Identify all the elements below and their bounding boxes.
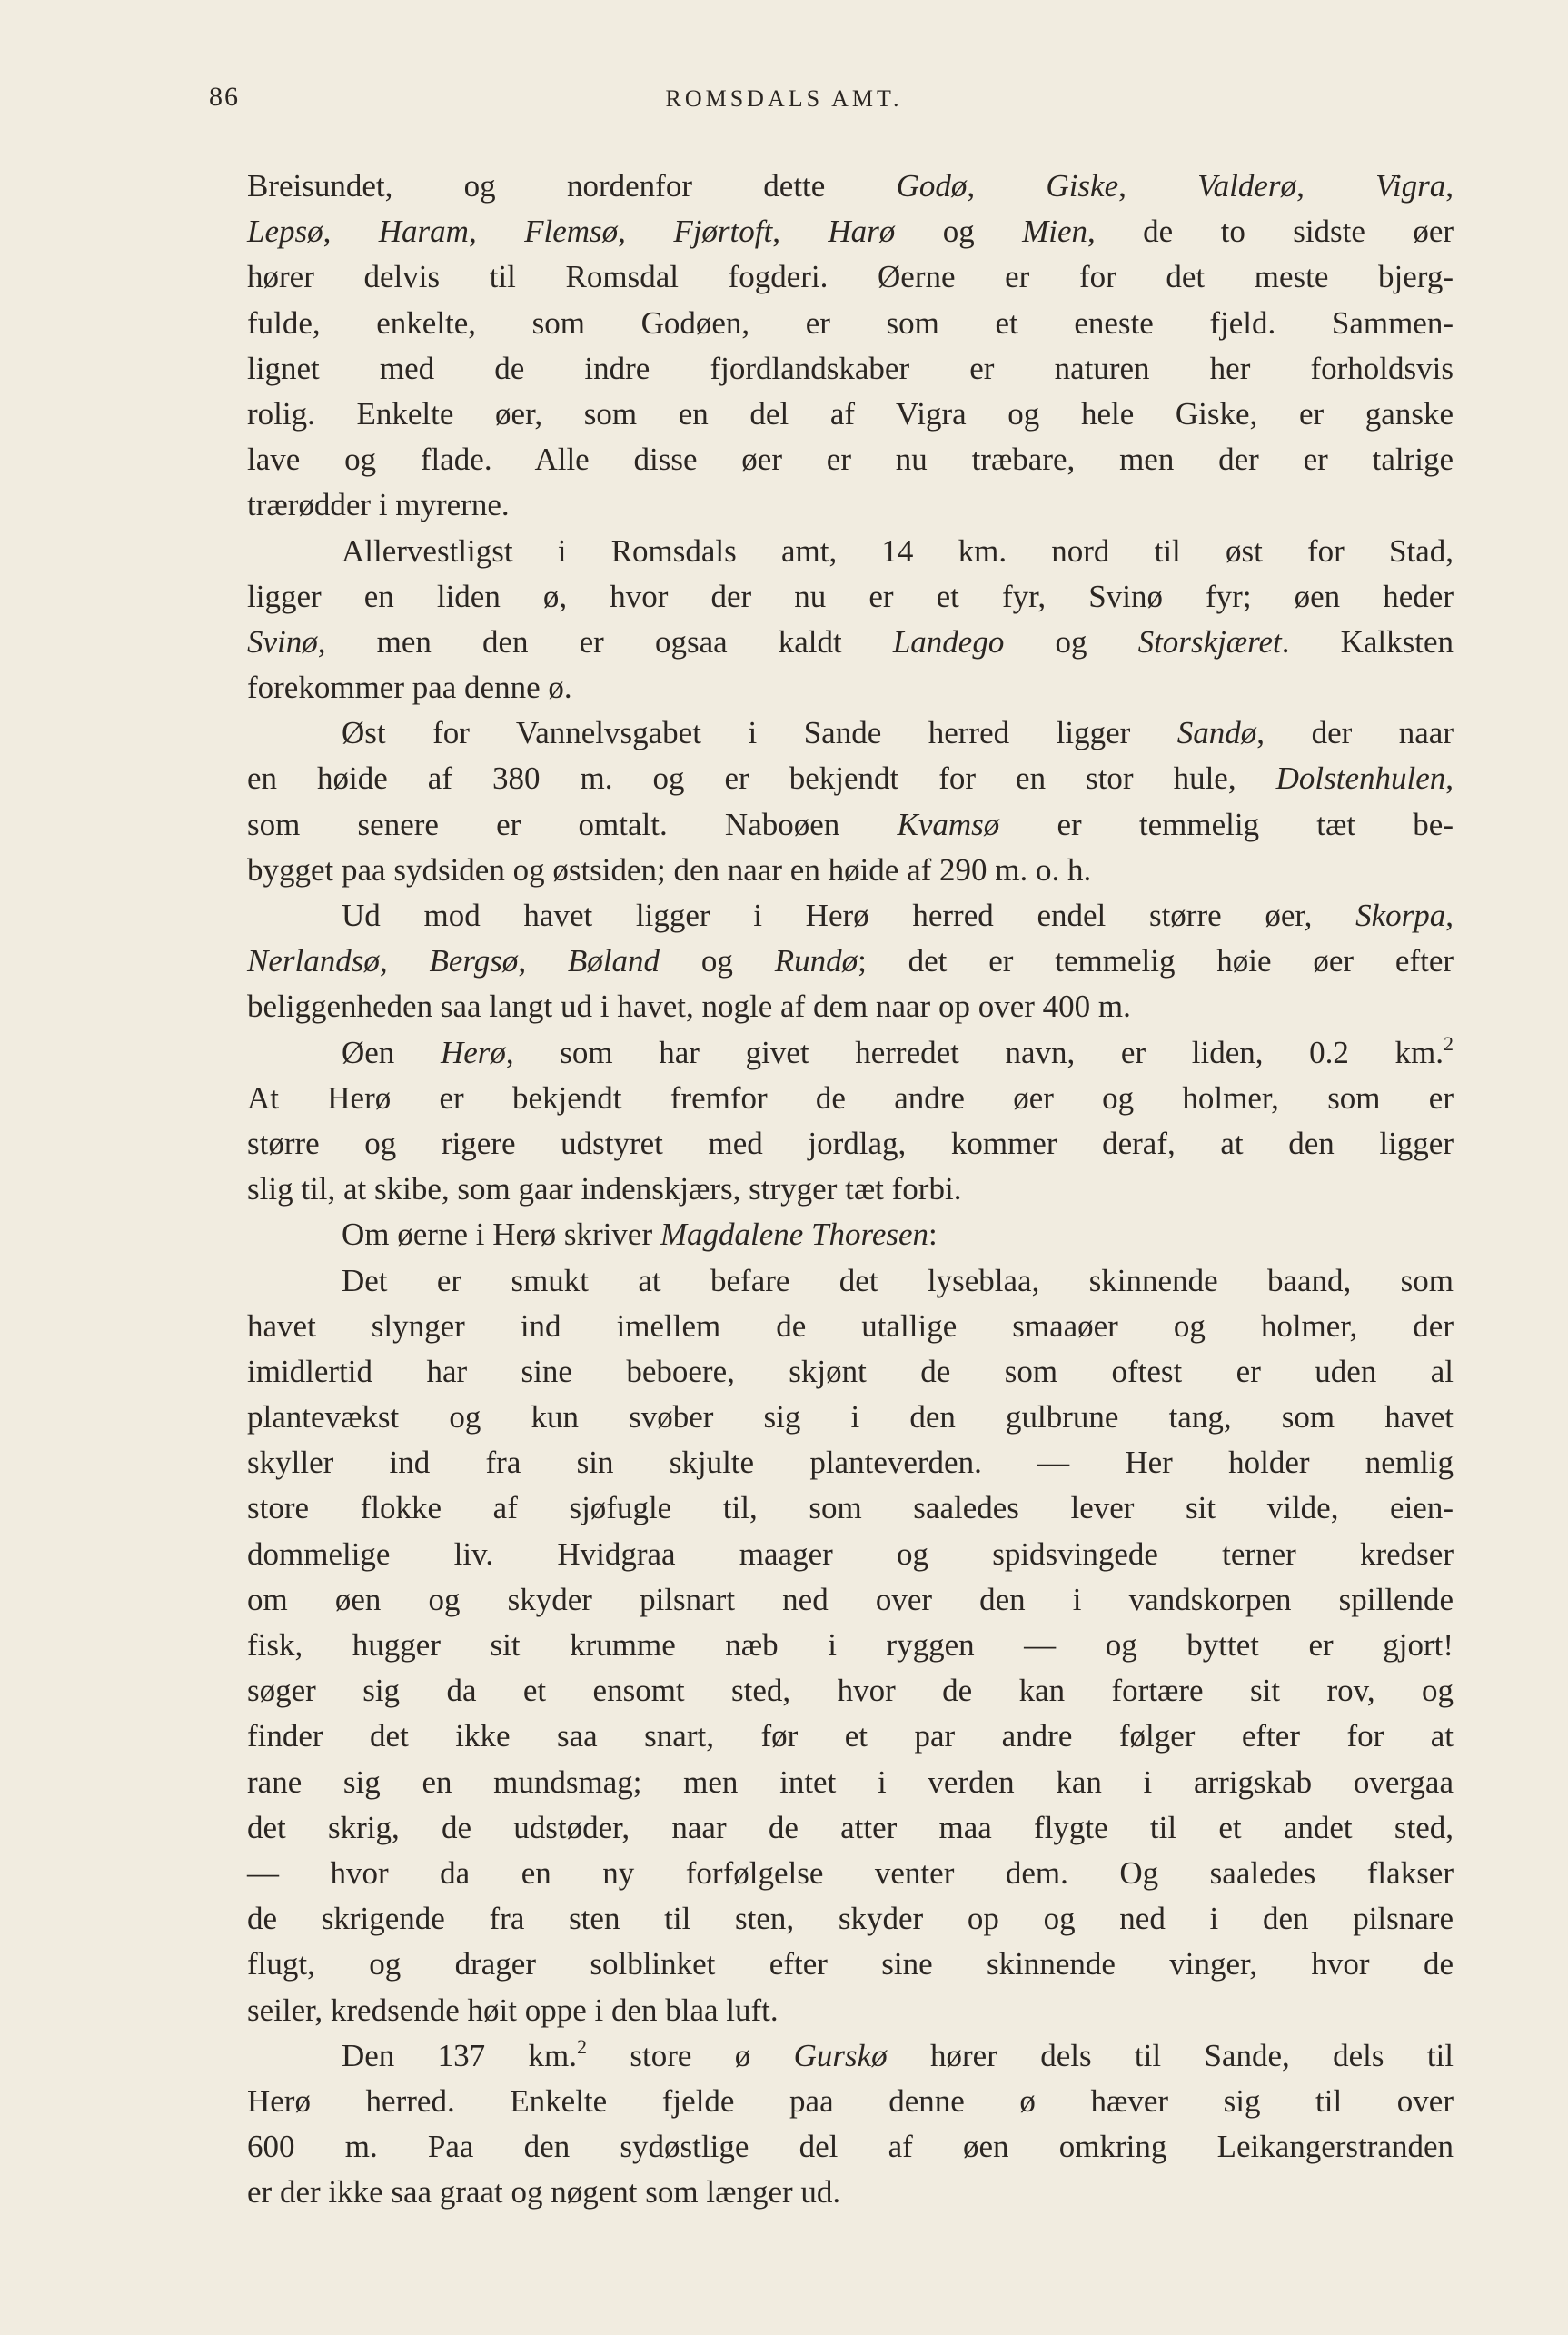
- text-line: Lepsø, Haram, Flemsø, Fjørtoft, Harø og Mien, de to sidste øer: [247, 214, 1454, 250]
- text-line: bygget paa sydsiden og østsiden; den naar en høide af 290 m. o. h.: [247, 851, 1092, 888]
- text-line: Breisundet, og nordenfor dette Godø, Giske, Valderø, Vigra,: [247, 168, 1454, 204]
- text-line: At Herø er bekjendt fremfor de andre øer og holmer, som er: [247, 1079, 1454, 1116]
- text-line: Om øerne i Herø skriver Magdalene Thoresen:: [342, 1217, 938, 1253]
- text-line: seiler, kredsende høit oppe i den blaa luft.: [247, 1992, 779, 2028]
- text-line: store flokke af sjøfugle til, som saaledes lever sit vilde, eien-: [247, 1490, 1454, 1526]
- text-line: større og rigere udstyret med jordlag, kommer deraf, at den ligger: [247, 1125, 1454, 1161]
- text-line: Ud mod havet ligger i Herø herred endel større øer, Skorpa,: [342, 898, 1454, 933]
- running-head: ROMSDALS AMT.: [665, 85, 903, 112]
- text-line: beliggenheden saa langt ud i havet, nogle af dem naar op over 400 m.: [247, 989, 1131, 1025]
- text-line: rolig. Enkelte øer, som en del af Vigra og hele Giske, er ganske: [247, 395, 1454, 432]
- page-number: 86: [209, 82, 240, 112]
- text-line: 600 m. Paa den sydøstlige del af øen omkring Leikangerstranden: [247, 2129, 1454, 2165]
- text-line: imidlertid har sine beboere, skjønt de som oftest er uden al: [247, 1353, 1454, 1389]
- text-line: Allervestligst i Romsdals amt, 14 km. nord til øst for Stad,: [342, 532, 1454, 569]
- text-line: havet slynger ind imellem de utallige smaaøer og holmer, der: [247, 1307, 1454, 1344]
- text-line: lignet med de indre fjordlandskaber er naturen her forholdsvis: [247, 350, 1454, 386]
- text-line: Øen Herø, som har givet herredet navn, er liden, 0.2 km.$^2$: [342, 1031, 1454, 1070]
- text-line: det skrig, de udstøder, naar de atter maa flygte til et andet sted,: [247, 1809, 1454, 1845]
- text-line: Svinø, men den er ogsaa kaldt Landego og Storskjæret. Kalksten: [247, 623, 1454, 660]
- text-line: slig til, at skibe, som gaar indenskjærs, stryger tæt forbi.: [247, 1171, 962, 1207]
- text-line: — hvor da en ny forfølgelse venter dem. Og saaledes flakser: [247, 1854, 1454, 1891]
- text-line: rane sig en mundsmag; men intet i verden kan i arrigskab overgaa: [247, 1764, 1454, 1800]
- text-line: søger sig da et ensomt sted, hvor de kan fortære sit rov, og: [247, 1673, 1454, 1709]
- text-line: om øen og skyder pilsnart ned over den i vandskorpen spillende: [247, 1581, 1454, 1617]
- text-line: dommelige liv. Hvidgraa maager og spidsvingede terner kredser: [247, 1535, 1454, 1572]
- text-line: ligger en liden ø, hvor der nu er et fyr, Svinø fyr; øen heder: [247, 578, 1454, 614]
- text-line: en høide af 380 m. og er bekjendt for en stor hule, Dolstenhulen,: [247, 760, 1454, 797]
- text-line: plantevækst og kun svøber sig i den gulbrune tang, som havet: [247, 1399, 1454, 1436]
- text-line: Herø herred. Enkelte fjelde paa denne ø hæver sig til over: [247, 2082, 1454, 2119]
- text-line: finder det ikke saa snart, før et par andre følger efter for at: [247, 1718, 1454, 1754]
- text-line: Øst for Vannelvsgabet i Sande herred ligger Sandø, der naar: [342, 715, 1454, 751]
- text-line: Det er smukt at befare det lyseblaa, skinnende baand, som: [342, 1262, 1454, 1298]
- text-line: fulde, enkelte, som Godøen, er som et eneste fjeld. Sammen-: [247, 304, 1454, 341]
- text-line: flugt, og drager solblinket efter sine skinnende vinger, hvor de: [247, 1946, 1454, 1982]
- text-line: fisk, hugger sit krumme næb i ryggen — og byttet er gjort!: [247, 1627, 1454, 1663]
- text-line: hører delvis til Romsdal fogderi. Øerne er for det meste bjerg-: [247, 259, 1454, 295]
- text-line: de skrigende fra sten til sten, skyder op og ned i den pilsnare: [247, 1901, 1454, 1937]
- text-line: som senere er omtalt. Naboøen Kvamsø er temmelig tæt be-: [247, 806, 1454, 842]
- text-line: er der ikke saa graat og nøgent som længer ud.: [247, 2174, 841, 2211]
- text-line: Den 137 km.$^2$ store ø Gurskø hører dels til Sande, dels til: [342, 2034, 1454, 2073]
- text-body: [247, 164, 1454, 2215]
- text-line: trærødder i myrerne.: [247, 487, 510, 523]
- text-line: forekommer paa denne ø.: [247, 670, 572, 706]
- text-line: skyller ind fra sin skjulte planteverden. — Her holder nemlig: [247, 1445, 1454, 1481]
- text-line: lave og flade. Alle disse øer er nu træbare, men der er talrige: [247, 442, 1454, 478]
- text-line: Nerlandsø, Bergsø, Bøland og Rundø; det er temmelig høie øer efter: [247, 943, 1454, 979]
